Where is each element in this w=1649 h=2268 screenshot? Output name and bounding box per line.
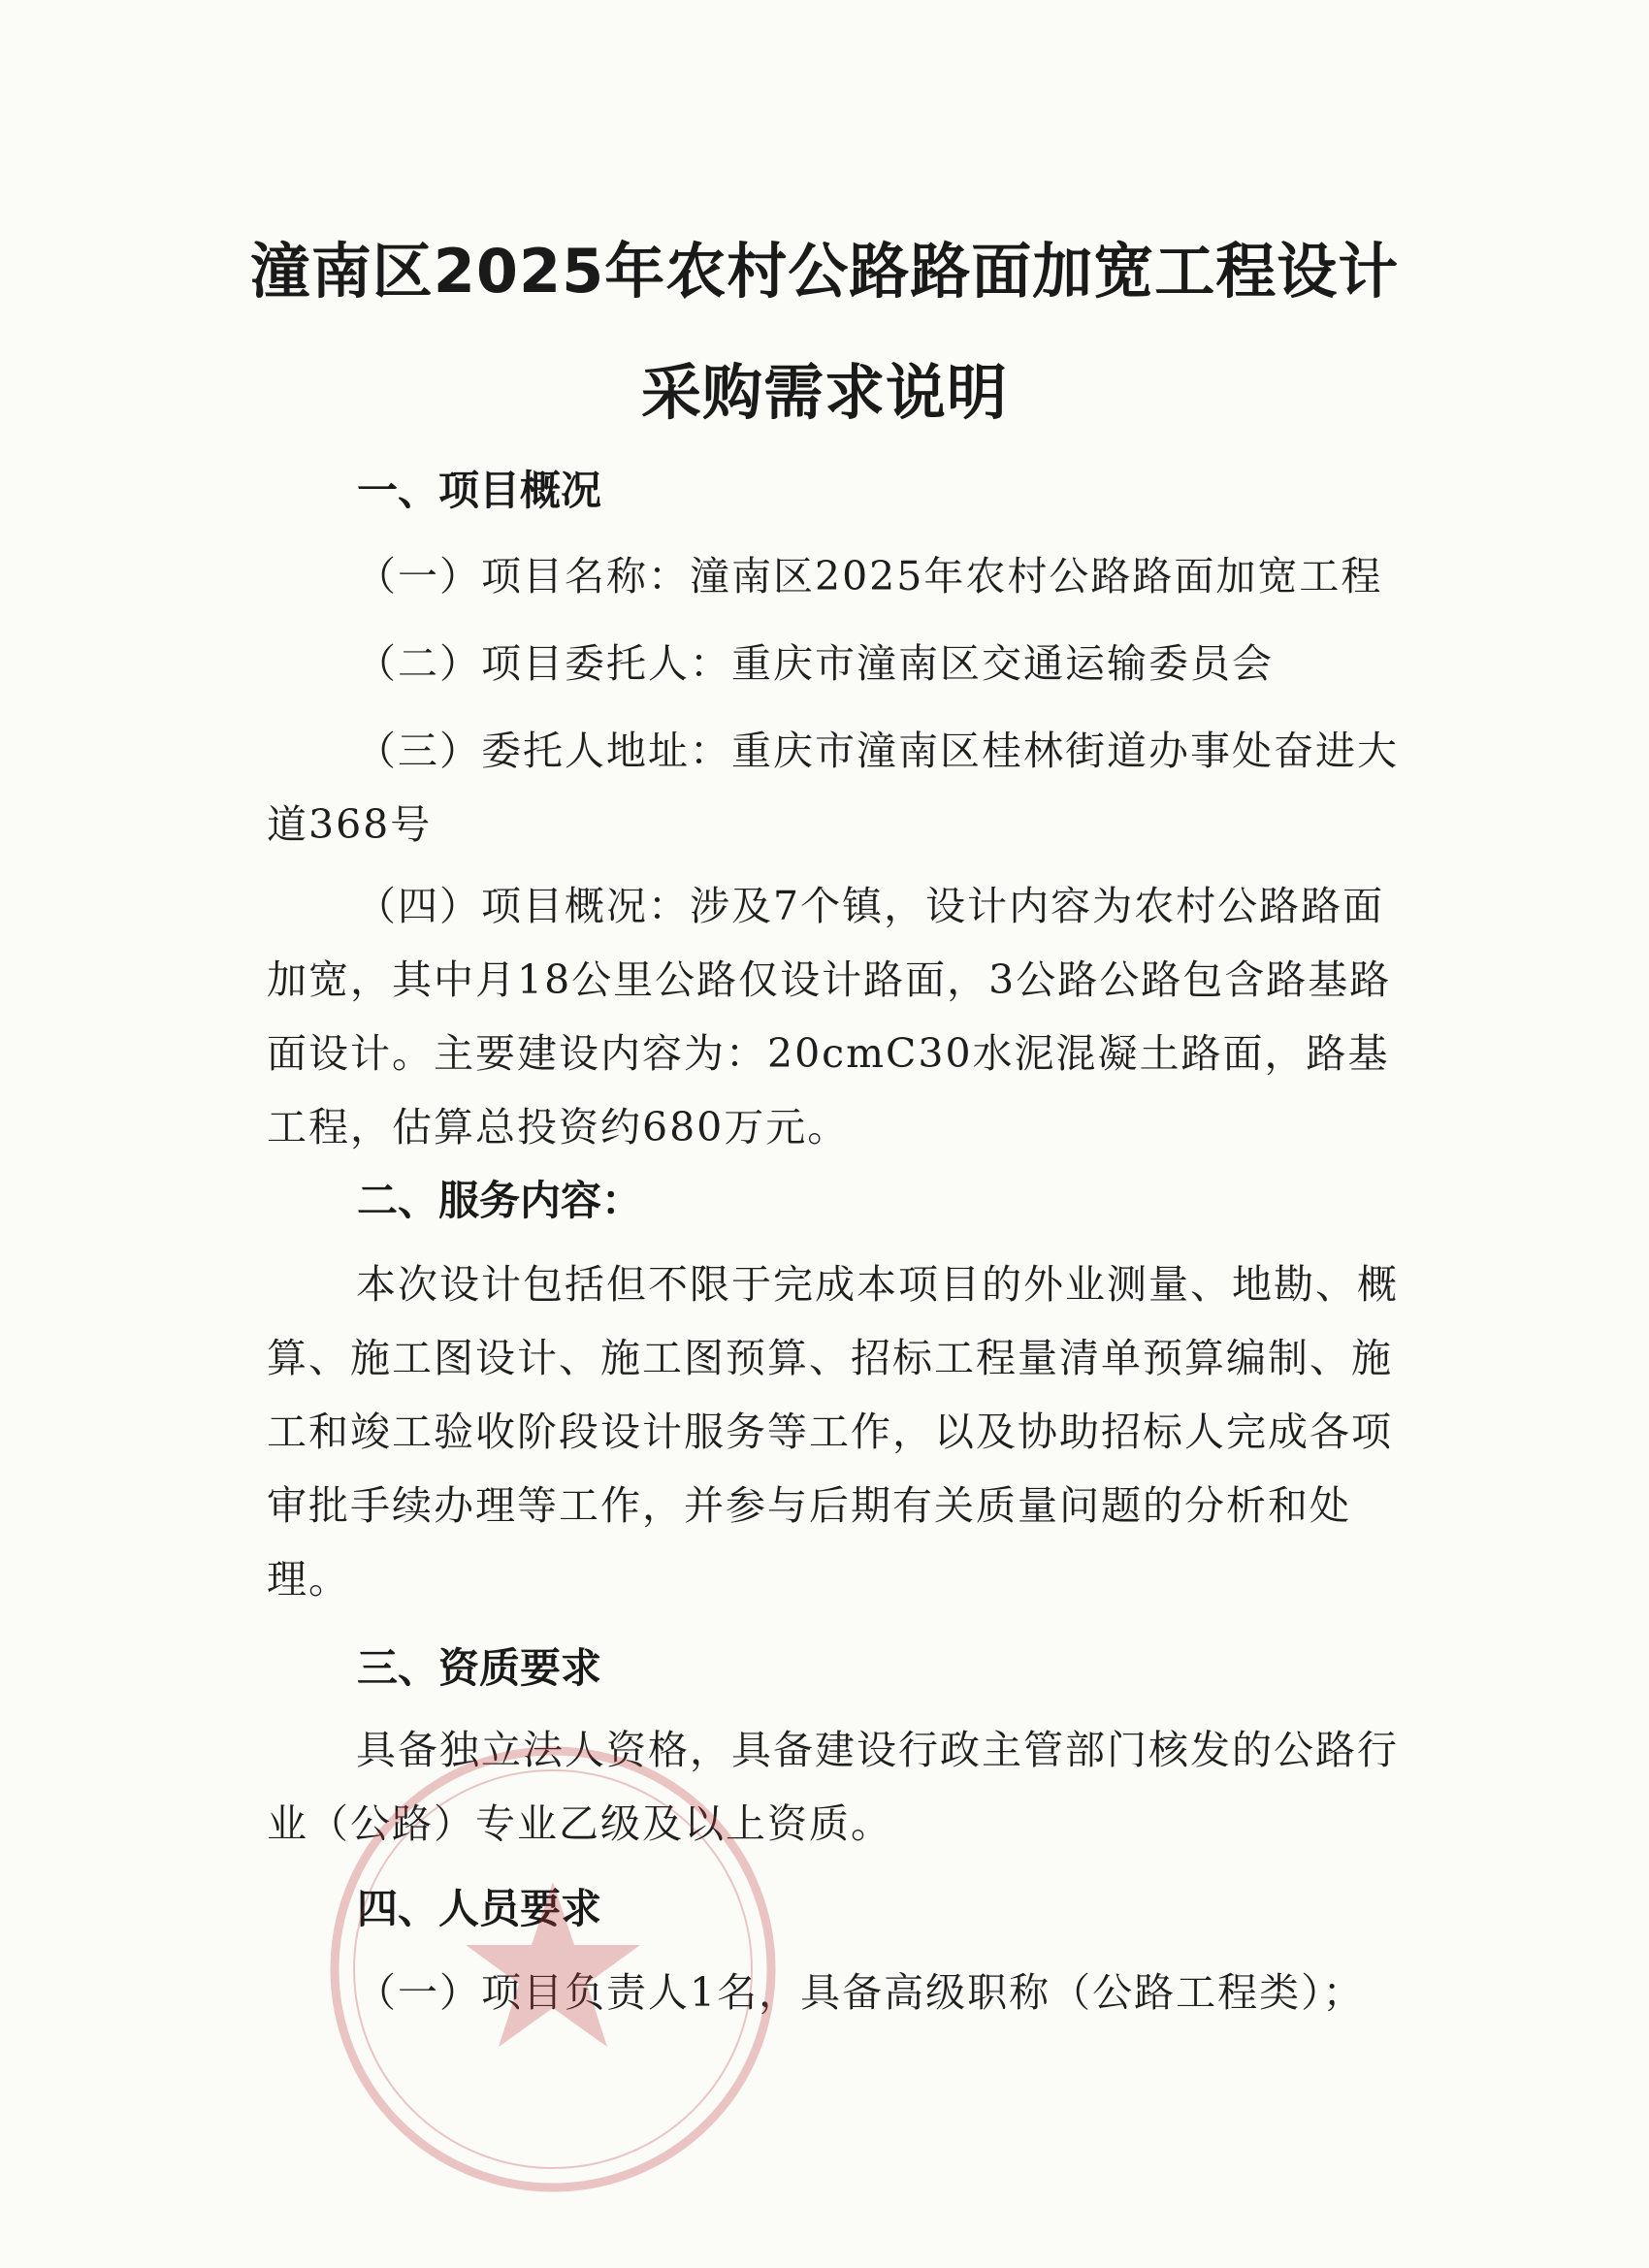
project-leader-item: （一）项目负责人1名，具备高级职称（公路工程类）； xyxy=(356,1969,1365,2016)
service-content-body: 本次设计包括但不限于完成本项目的外业测量、地勘、概算、施工图设计、施工图预算、招标工程量清单预算编制、施工和竣工验收阶段设计服务等工作，以及协助招标人完成各项审批手续办理等工作，并参与后期有关质量问题的分析和处理。 xyxy=(267,1261,1399,1603)
section-heading-service-content: 二、服务内容： xyxy=(357,1177,643,1224)
project-client-item: （二）项目委托人：重庆市潼南区交通运输委员会 xyxy=(356,640,1274,687)
project-name-item: （一）项目名称：潼南区2025年农村公路路面加宽工程 xyxy=(356,553,1383,599)
section-heading-personnel: 四、人员要求 xyxy=(357,1885,602,1932)
qualification-body: 具备独立法人资格，具备建设行政主管部门核发的公路行业（公路）专业乙级及以上资质。 xyxy=(267,1727,1399,1847)
section-heading-project-overview: 一、项目概况 xyxy=(357,467,602,514)
section-heading-qualification: 三、资质要求 xyxy=(357,1644,602,1692)
client-address-item: （三）委托人地址：重庆市潼南区桂林街道办事处奋进大道368号 xyxy=(267,728,1399,848)
project-overview-item: （四）项目概况：涉及7个镇，设计内容为农村公路路面加宽，其中月18公里公路仅设计路面，3公路公路包含路基路面设计。主要建设内容为：20cmC30水泥混凝土路面，路基工程，估算总投资约680万元。 xyxy=(267,883,1392,1150)
document-subtitle: 采购需求说明 xyxy=(640,357,1008,428)
document-title: 潼南区2025年农村公路路面加宽工程设计 xyxy=(249,236,1400,307)
